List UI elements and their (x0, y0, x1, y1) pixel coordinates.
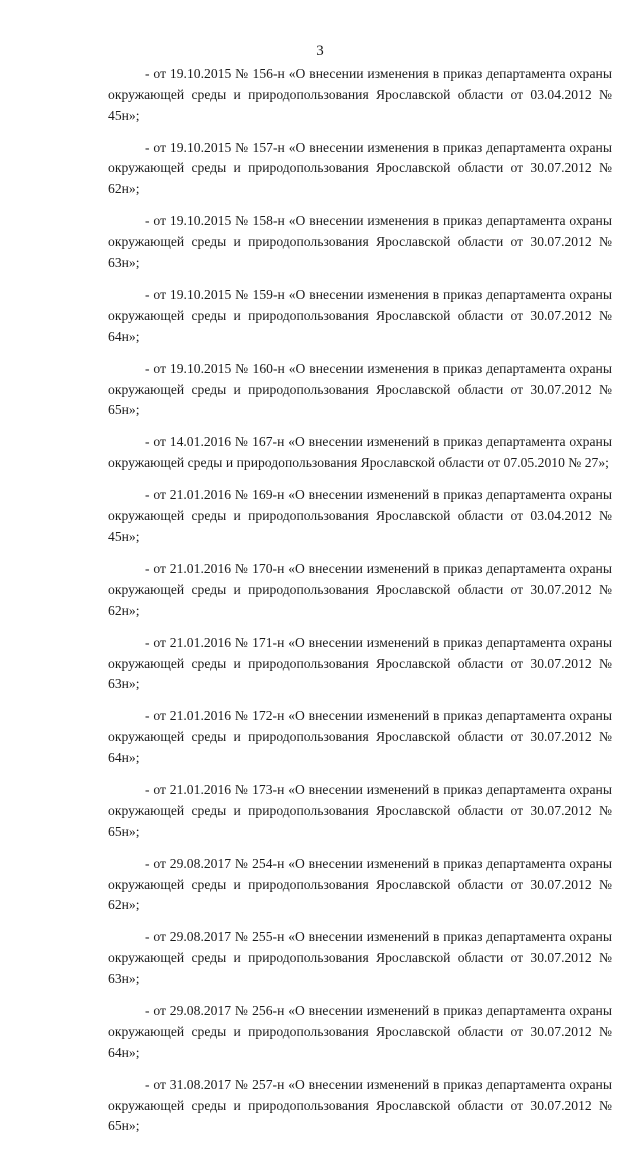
list-item: - от 19.10.2015 № 160-н «О внесении изменения в приказ департамента охраны окружающей среды и природопользования Ярославской области от 30.07.2012 № 65н»; (108, 360, 612, 418)
page-number: 3 (316, 43, 324, 59)
list-item: - от 19.10.2015 № 158-н «О внесении изменения в приказ департамента охраны окружающей среды и природопользования Ярославской области от 30.07.2012 № 63н»; (108, 213, 612, 270)
list-item: - от 29.08.2017 № 256-н «О внесении изменений в приказ департамента охраны окружающей среды и природопользования Ярославской области от 30.07.2012 № 64н»; (108, 1003, 612, 1060)
order-list (108, 64, 612, 1149)
list-item: - от 14.01.2016 № 167-н «О внесении изменений в приказ департамента охраны окружающей среды и природопользования Ярославской области от 07.05.2010 № 27»; (108, 434, 612, 471)
list-item: - от 21.01.2016 № 170-н «О внесении изменений в приказ департамента охраны окружающей среды и природопользования Ярославской области от 30.07.2012 № 62н»; (108, 561, 612, 618)
list-item: - от 29.08.2017 № 255-н «О внесении изменений в приказ департамента охраны окружающей среды и природопользования Ярославской области от 30.07.2012 № 63н»; (108, 929, 612, 987)
list-item: - от 19.10.2015 № 156-н «О внесении изменения в приказ департамента охраны окружающей среды и природопользования Ярославской области от 03.04.2012 № 45н»; (108, 66, 612, 123)
list-item: - от 21.01.2016 № 173-н «О внесении изменений в приказ департамента охраны окружающей среды и природопользования Ярославской области от 30.07.2012 № 65н»; (108, 782, 612, 839)
list-item: - от 31.08.2017 № 257-н «О внесении изменений в приказ департамента охраны окружающей среды и природопользования Ярославской области от 30.07.2012 № 65н»; (108, 1076, 612, 1134)
list-item: - от 19.10.2015 № 157-н «О внесении изменения в приказ департамента охраны окружающей среды и природопользования Ярославской области от 30.07.2012 № 62н»; (108, 139, 612, 197)
list-item: - от 21.01.2016 № 172-н «О внесении изменений в приказ департамента охраны окружающей среды и природопользования Ярославской области от 30.07.2012 № 64н»; (108, 708, 612, 765)
list-item: - от 29.08.2017 № 254-н «О внесении изменений в приказ департамента охраны окружающей среды и природопользования Ярославской области от 30.07.2012 № 62н»; (108, 855, 612, 913)
list-item: - от 21.01.2016 № 171-н «О внесении изменений в приказ департамента охраны окружающей среды и природопользования Ярославской области от 30.07.2012 № 63н»; (108, 634, 612, 692)
list-item: - от 21.01.2016 № 169-н «О внесении изменений в приказ департамента охраны окружающей среды и природопользования Ярославской области от 03.04.2012 № 45н»; (108, 487, 612, 544)
list-item: - от 19.10.2015 № 159-н «О внесении изменения в приказ департамента охраны окружающей среды и природопользования Ярославской области от 30.07.2012 № 64н»; (108, 287, 612, 344)
